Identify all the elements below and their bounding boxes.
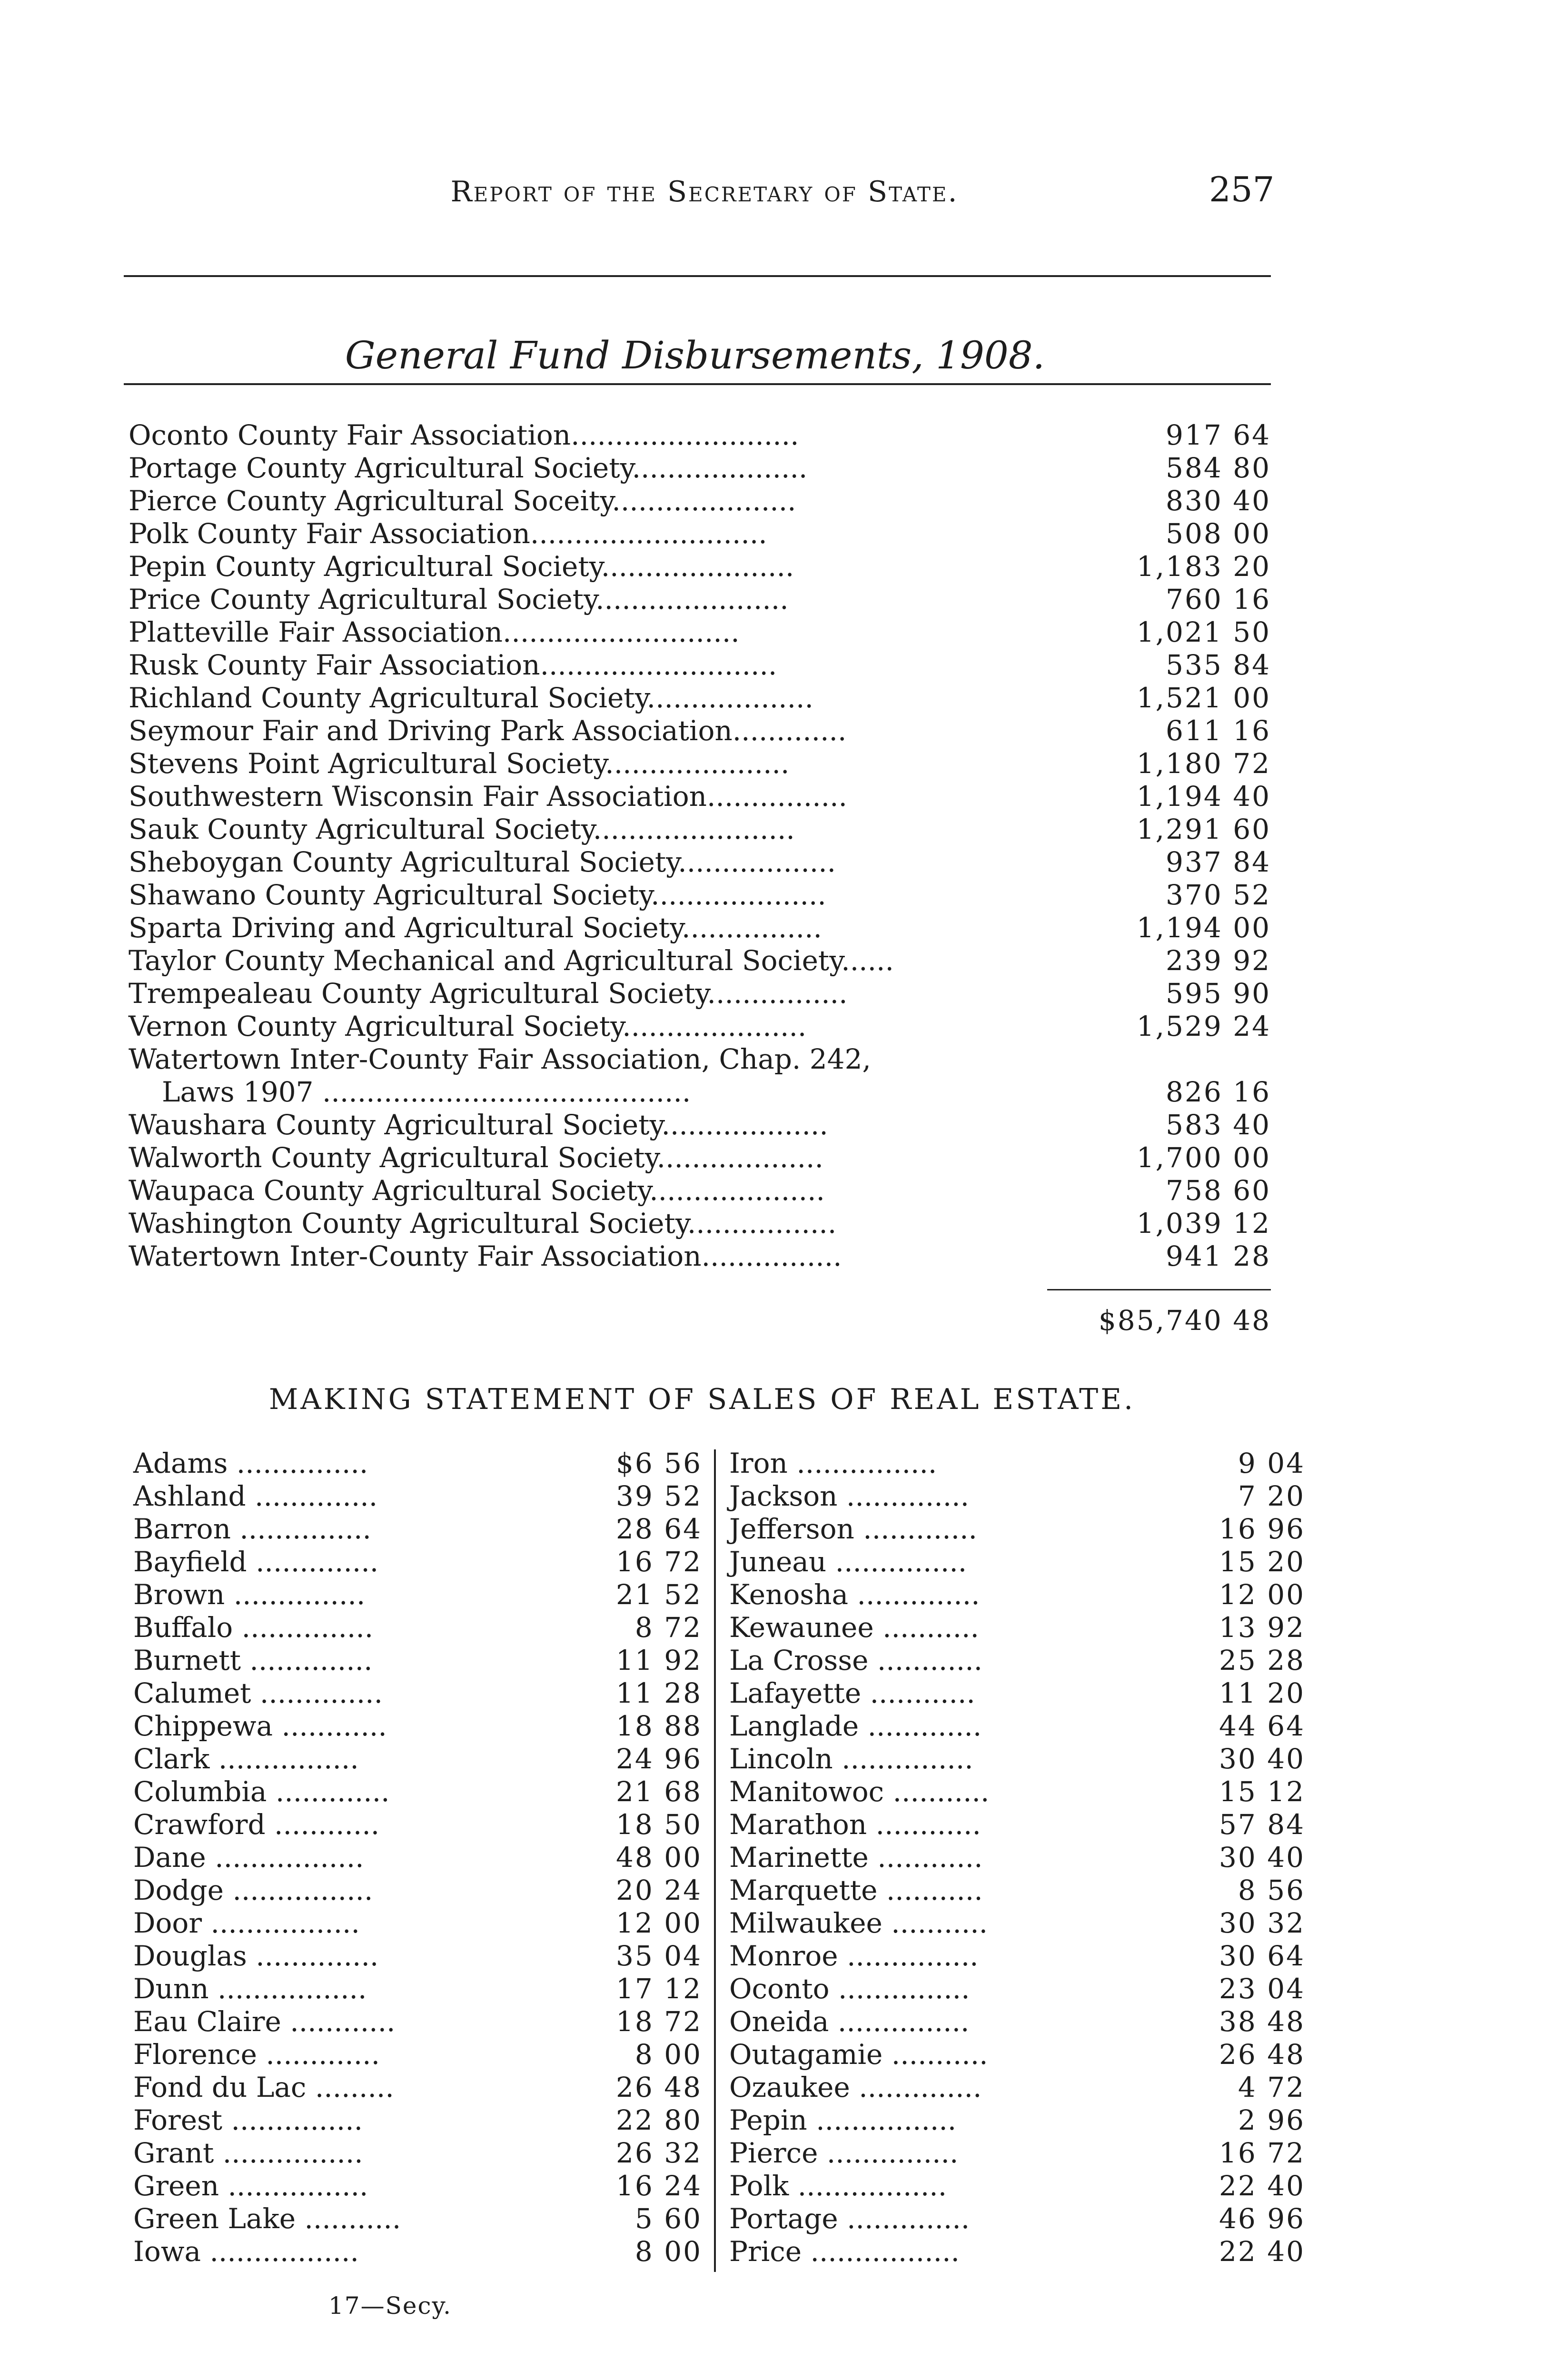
county-name: Kenosha .............. [729,1578,980,1611]
fund-entry-name-text: Taylor County Mechanical and Agricultural Society...... [129,944,894,977]
county-amount: $6 56 [615,1447,702,1479]
fund-entry [129,1174,1271,1207]
fund-entry-amount: 1,194 00 [1136,912,1271,944]
county-amount: 26 48 [615,2071,702,2103]
signature-mark: 17—Secy. [328,2292,452,2320]
county-row [133,2038,702,2071]
county-amount: 20 24 [615,1874,702,1906]
fund-entry-name-text: Pierce County Agricultural Soceity..................... [129,485,796,517]
fund-entry [129,912,1271,944]
fund-entry-name [129,977,848,1010]
fund-entry-name [129,813,795,846]
fund-entry-name-text: Sparta Driving and Agricultural Society................ [129,912,822,944]
fund-entry-name-text: Oconto County Fair Association.......................... [129,419,799,451]
fund-entry-amount: 239 92 [1166,944,1271,977]
fund-entry-name-text: Polk County Fair Association........................... [129,517,767,550]
county-name: Dodge ................ [133,1874,373,1906]
fund-entry-name [129,1010,806,1043]
county-row [133,1973,702,2005]
fund-entry-name-text: Pepin County Agricultural Society...................... [129,550,794,583]
total-rule [1047,1289,1271,1290]
fund-entry-name-text: Southwestern Wisconsin Fair Association................ [129,780,847,813]
county-row [133,2235,702,2268]
county-name: Barron ............... [133,1513,371,1545]
county-amount: 22 80 [615,2104,702,2136]
county-column-left [133,1447,702,2268]
fund-entry-amount: 508 00 [1166,517,1271,550]
column-divider [714,1449,716,2272]
fund-entry [129,1010,1271,1043]
county-amount: 18 50 [615,1808,702,1841]
county-name: Brown ............... [133,1578,366,1611]
county-amount: 15 12 [1219,1775,1305,1808]
fund-entry-name [129,485,796,517]
county-amount: 2 96 [1238,2104,1305,2136]
county-amount: 38 48 [1219,2005,1305,2038]
county-amount: 26 32 [615,2137,702,2169]
county-name: Polk ................. [729,2170,947,2202]
fund-entry [129,1207,1271,1240]
fund-entry [129,944,1271,977]
county-amount: 18 88 [615,1710,702,1742]
fund-entry [129,616,1271,649]
county-column-right [729,1447,1305,2268]
fund-entry [129,517,1271,550]
fund-entry [129,419,1271,452]
fund-entry-name [129,419,799,452]
fund-entry-name-text: Shawano County Agricultural Society.................... [129,879,826,911]
county-name: Monroe ............... [729,1940,979,1972]
fund-entry-name [129,846,836,879]
fund-entry-name-text: Richland County Agricultural Society................... [129,682,813,714]
county-name: Jefferson ............. [729,1513,977,1545]
fund-entry-amount: 1,180 72 [1136,747,1271,780]
county-amount: 11 92 [615,1644,702,1676]
fund-entry-name [129,452,807,485]
fund-entry [129,550,1271,583]
county-row [133,1611,702,1644]
county-row [729,1710,1305,1743]
fund-entry [129,1043,1271,1109]
county-name: Price ................. [729,2235,960,2268]
fund-entry-name [129,1141,823,1174]
fund-entry [129,846,1271,879]
county-amount: 44 64 [1219,1710,1305,1742]
fund-entry-amount: 826 16 [1166,1076,1271,1108]
county-name: Iron ................ [729,1447,937,1479]
county-name: Calumet .............. [133,1677,383,1709]
county-name: Lafayette ............ [729,1677,975,1709]
county-amount: 15 20 [1219,1546,1305,1578]
county-row [729,1841,1305,1874]
county-name: Pierce ............... [729,2137,959,2169]
county-name: Burnett .............. [133,1644,373,1676]
county-amount: 25 28 [1219,1644,1305,1676]
county-row [133,2202,702,2235]
county-name: Lincoln ............... [729,1743,973,1775]
fund-entry-name [129,912,822,944]
fund-entry-amount: 917 64 [1166,419,1271,451]
county-name: Grant ................ [133,2137,363,2169]
county-name: Columbia ............. [133,1775,390,1808]
county-name: La Crosse ............ [729,1644,983,1676]
real-estate-heading: MAKING STATEMENT OF SALES OF REAL ESTATE. [268,1383,1136,1416]
fund-entry-amount: 760 16 [1166,583,1271,615]
general-fund-list [129,419,1271,1273]
county-name: Ashland .............. [133,1480,378,1512]
fund-entry-name [129,682,813,714]
county-amount: 30 64 [1219,1940,1305,1972]
fund-entry-name-text: Watertown Inter-County Fair Association................ [129,1240,842,1272]
county-name: Oconto ............... [729,1973,970,2005]
county-name: Eau Claire ............ [133,2005,396,2038]
county-row [729,1513,1305,1546]
county-name: Douglas .............. [133,1940,379,1972]
county-row [133,2005,702,2038]
county-name: Outagamie ........... [729,2038,988,2071]
fund-entry [129,452,1271,485]
county-row [729,2005,1305,2038]
fund-entry-amount: 611 16 [1166,714,1271,747]
section-title: General Fund Disbursements, 1908. [345,333,1045,377]
county-amount: 8 56 [1238,1874,1305,1906]
county-amount: 21 52 [615,1578,702,1611]
county-name: Iowa ................. [133,2235,359,2268]
fund-entry-name-text: Trempealeau County Agricultural Society................ [129,977,848,1010]
fund-entry-name [129,1109,828,1141]
county-name: Green ................ [133,2170,368,2202]
fund-entry-amount: 1,194 40 [1136,780,1271,813]
county-amount: 11 28 [615,1677,702,1709]
fund-entry [129,1109,1271,1141]
county-amount: 57 84 [1219,1808,1305,1841]
title-rule [124,383,1271,385]
county-name: Oneida ............... [729,2005,970,2038]
county-name: Manitowoc ........... [729,1775,990,1808]
county-name: Ozaukee .............. [729,2071,982,2103]
fund-entry-amount: 1,291 60 [1136,813,1271,845]
county-row [729,1940,1305,1973]
county-amount: 39 52 [615,1480,702,1512]
fund-entry-name [129,1240,842,1273]
fund-entry [129,682,1271,714]
fund-entry [129,813,1271,846]
county-row [133,1710,702,1743]
fund-entry-name-text: Sheboygan County Agricultural Society.................. [129,846,836,878]
fund-entry-amount: 535 84 [1166,649,1271,681]
fund-entry-name-text: Vernon County Agricultural Society..................... [129,1010,807,1042]
fund-entry [129,879,1271,912]
fund-entry-amount: 583 40 [1166,1109,1271,1141]
fund-entry [129,1141,1271,1174]
fund-entry-name [129,780,847,813]
county-name: Marinette ............ [729,1841,983,1874]
county-name: Chippewa ............ [133,1710,387,1742]
fund-entry [129,485,1271,517]
fund-entry-name-text: Platteville Fair Association........................... [129,616,740,648]
county-amount: 46 96 [1219,2202,1305,2235]
fund-entry-name [129,1043,871,1109]
county-amount: 22 40 [1219,2170,1305,2202]
fund-entry [129,714,1271,747]
fund-entry-name [129,583,789,616]
fund-entry [129,1240,1271,1273]
county-row [133,1940,702,1973]
county-row [729,1447,1305,1480]
fund-entry-name-text: Washington County Agricultural Society................. [129,1207,837,1240]
county-row [729,1775,1305,1808]
county-row [729,1644,1305,1677]
fund-entry-name-text: Price County Agricultural Society...................... [129,583,789,615]
county-row [729,1973,1305,2005]
fund-entry-name-text: Waupaca County Agricultural Society.................... [129,1174,825,1207]
fund-entry-name-text: Seymour Fair and Driving Park Association............. [129,714,847,747]
county-row [133,1775,702,1808]
county-amount: 18 72 [615,2005,702,2038]
fund-entry-amount: 584 80 [1166,452,1271,484]
county-amount: 16 24 [615,2170,702,2202]
county-amount: 22 40 [1219,2235,1305,2268]
county-row [133,1578,702,1611]
fund-entry-name [129,944,894,977]
fund-entry-amount: 1,021 50 [1136,616,1271,648]
fund-entry-amount: 1,183 20 [1136,550,1271,583]
county-amount: 11 20 [1219,1677,1305,1709]
county-name: Jackson .............. [729,1480,970,1512]
county-row [729,2137,1305,2170]
fund-entry-name-text: Sauk County Agricultural Society....................... [129,813,795,845]
county-row [133,1447,702,1480]
county-row [729,2170,1305,2202]
fund-entry [129,747,1271,780]
county-amount: 16 72 [1219,2137,1305,2169]
fund-entry-name-text: Rusk County Fair Association........................... [129,649,777,681]
fund-entry-name-text: Stevens Point Agricultural Society..................... [129,747,790,780]
county-amount: 35 04 [615,1940,702,1972]
county-name: Kewaunee ........... [729,1611,979,1644]
county-row [133,1874,702,1907]
county-row [133,1480,702,1513]
fund-entry-name [129,616,740,649]
county-row [729,2235,1305,2268]
county-row [729,1874,1305,1907]
fund-entry-amount: 758 60 [1166,1174,1271,1207]
fund-entry-name [129,1174,825,1207]
fund-entry-name [129,550,794,583]
county-row [729,2202,1305,2235]
county-row [133,1841,702,1874]
county-row [729,1743,1305,1775]
county-name: Marathon ............ [729,1808,981,1841]
county-name: Fond du Lac ......... [133,2071,394,2103]
county-name: Dunn ................. [133,1973,367,2005]
fund-entry-name [129,747,789,780]
fund-entry-name-text: Waushara County Agricultural Society................... [129,1109,828,1141]
fund-entry-amount: 1,521 00 [1136,682,1271,714]
county-amount: 4 72 [1238,2071,1305,2103]
county-amount: 24 96 [615,1743,702,1775]
county-amount: 9 04 [1238,1447,1305,1479]
county-row [729,1546,1305,1578]
county-amount: 21 68 [615,1775,702,1808]
county-name: Juneau ............... [729,1546,967,1578]
fund-entry-name [129,879,826,912]
fund-entry-amount: 595 90 [1166,977,1271,1010]
county-amount: 30 40 [1219,1841,1305,1874]
county-amount: 16 96 [1219,1513,1305,1545]
fund-entry-amount: 1,700 00 [1136,1141,1271,1174]
fund-entry [129,583,1271,616]
fund-entry-amount: 370 52 [1166,879,1271,911]
page-number: 257 [1209,169,1275,209]
county-row [133,1513,702,1546]
fund-entry-name-text: Walworth County Agricultural Society................... [129,1141,823,1174]
county-row [133,2104,702,2137]
county-amount: 23 04 [1219,1973,1305,2005]
county-row [729,1907,1305,1940]
county-name: Forest ............... [133,2104,363,2136]
county-amount: 28 64 [615,1513,702,1545]
county-name: Florence ............. [133,2038,380,2071]
county-row [133,2071,702,2104]
county-amount: 12 00 [1219,1578,1305,1611]
county-name: Buffalo ............... [133,1611,374,1644]
general-fund-total: $85,740 48 [1098,1304,1271,1337]
county-amount: 30 32 [1219,1907,1305,1939]
fund-entry-name-continuation: Laws 1907 .......................................... [162,1076,691,1108]
county-row [133,2170,702,2202]
fund-entry-amount: 937 84 [1166,846,1271,878]
county-amount: 7 20 [1238,1480,1305,1512]
county-amount: 48 00 [615,1841,702,1874]
county-row [729,2038,1305,2071]
county-amount: 8 72 [634,1611,702,1644]
county-name: Dane ................. [133,1841,364,1874]
county-row [133,1644,702,1677]
fund-entry-name [129,517,767,550]
county-amount: 13 92 [1219,1611,1305,1644]
county-row [729,2071,1305,2104]
county-row [729,1480,1305,1513]
county-amount: 5 60 [634,2202,702,2235]
county-amount: 8 00 [634,2038,702,2071]
county-name: Milwaukee ........... [729,1907,988,1939]
county-name: Langlade ............. [729,1710,982,1742]
fund-entry-amount: 1,529 24 [1136,1010,1271,1042]
county-row [133,2137,702,2170]
county-row [729,2104,1305,2137]
fund-entry [129,977,1271,1010]
fund-entry-name [129,649,777,682]
county-name: Pepin ................ [729,2104,957,2136]
county-row [729,1578,1305,1611]
fund-entry-amount: 830 40 [1166,485,1271,517]
county-name: Bayfield .............. [133,1546,379,1578]
county-row [729,1808,1305,1841]
county-name: Marquette ........... [729,1874,983,1906]
fund-entry-name-text: Watertown Inter-County Fair Association, Chap. 242, [129,1043,871,1075]
fund-entry [129,649,1271,682]
county-row [729,1611,1305,1644]
county-name: Clark ................ [133,1743,359,1775]
county-amount: 8 00 [634,2235,702,2268]
fund-entry-amount: 1,039 12 [1136,1207,1271,1240]
fund-entry-name [129,1207,836,1240]
fund-entry-name [129,714,846,747]
county-row [729,1677,1305,1710]
county-amount: 17 12 [615,1973,702,2005]
county-name: Adams ............... [133,1447,368,1479]
county-amount: 26 48 [1219,2038,1305,2071]
county-row [133,1808,702,1841]
county-name: Green Lake ........... [133,2202,401,2235]
running-head: Report of the Secretary of State. [450,175,959,208]
county-row [133,1546,702,1578]
county-name: Crawford ............ [133,1808,380,1841]
county-amount: 16 72 [615,1546,702,1578]
county-amount: 30 40 [1219,1743,1305,1775]
county-row [133,1743,702,1775]
county-row [133,1907,702,1940]
county-row [133,1677,702,1710]
top-rule [124,275,1271,277]
fund-entry [129,780,1271,813]
fund-entry-name-text: Portage County Agricultural Society.................... [129,452,808,484]
fund-entry-amount: 941 28 [1166,1240,1271,1272]
county-amount: 12 00 [615,1907,702,1939]
county-name: Door ................. [133,1907,360,1939]
county-name: Portage .............. [729,2202,970,2235]
